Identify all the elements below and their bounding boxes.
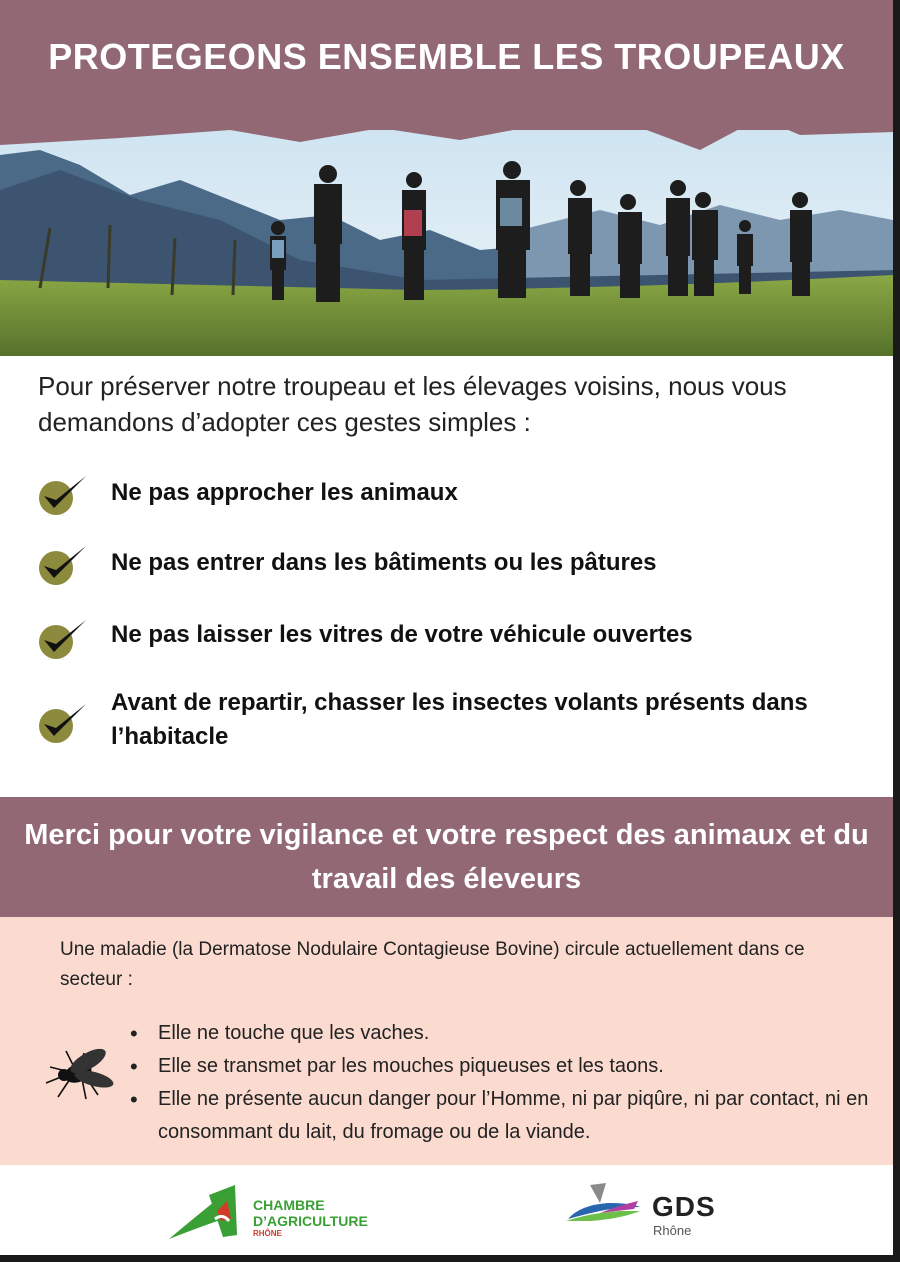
bullet-item: • Elle ne présente aucun danger pour l’Homme, ni par piqûre, ni par contact, ni en consommant du lait, du fromage ou de la viande. xyxy=(130,1083,870,1149)
thanks-band xyxy=(0,797,893,917)
gds-rhone-logo xyxy=(560,1179,750,1241)
chambre-logo-icon xyxy=(165,1177,245,1247)
check-circle-icon xyxy=(36,540,92,588)
chambre-sub: RHÔNE xyxy=(253,1229,282,1238)
footer xyxy=(0,1165,893,1255)
check-circle-icon xyxy=(36,698,92,746)
chambre-line2: D’AGRICULTURE xyxy=(253,1213,368,1229)
thanks-text: Merci pour votre vigilance et votre respect des animaux et du travail des éleveurs xyxy=(24,819,869,895)
rule-text: Ne pas laisser les vitres de votre véhicule ouvertes xyxy=(111,621,693,648)
check-circle-icon xyxy=(36,614,92,662)
gds-name: GDS xyxy=(652,1191,716,1222)
poster-title: PROTEGEONS ENSEMBLE LES TROUPEAUX xyxy=(48,36,845,77)
check-circle-icon xyxy=(36,470,92,518)
disease-info xyxy=(0,917,893,1165)
bullet-item: • Elle se transmet par les mouches piqueuses et les taons. xyxy=(130,1050,870,1083)
chambre-line1: CHAMBRE xyxy=(253,1197,325,1213)
bullet-item: • Elle ne touche que les vaches. xyxy=(130,1017,870,1050)
intro-text: Pour préserver notre troupeau et les élevages voisins, nous vous demandons d’adopter ces gestes simples : xyxy=(38,371,787,437)
fly-icon xyxy=(36,1039,118,1111)
hikers-photo xyxy=(0,110,893,356)
gds-logo-icon xyxy=(560,1181,648,1231)
chambre-agriculture-logo xyxy=(165,1177,395,1247)
rule-text: Ne pas approcher les animaux xyxy=(111,479,458,506)
disease-bullets xyxy=(130,1017,870,1149)
gds-sub: Rhône xyxy=(653,1223,692,1238)
rule-text: Ne pas entrer dans les bâtiments ou les pâtures xyxy=(111,549,657,576)
rule-text: Avant de repartir, chasser les insectes volants présents dans l’habitacle xyxy=(111,689,808,750)
disease-intro: Une maladie (la Dermatose Nodulaire Contagieuse Bovine) circule actuellement dans ce secteur : xyxy=(60,939,805,990)
